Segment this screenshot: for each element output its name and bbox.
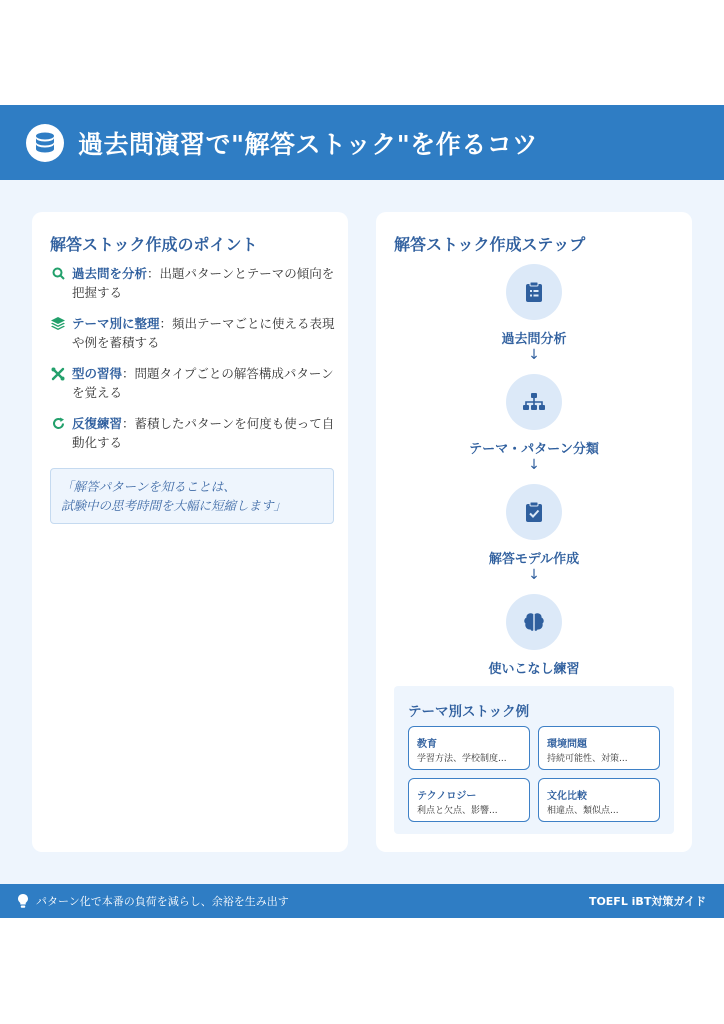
layers-icon: [50, 314, 66, 333]
point-item: [50, 414, 340, 452]
theme-example-card: [408, 778, 530, 822]
theme-examples-title: テーマ別ストック例: [408, 704, 530, 720]
theme-example-card: [538, 778, 660, 822]
point-item: [50, 314, 340, 352]
steps-card: [376, 212, 692, 852]
point-item: [50, 364, 340, 402]
theme-example-desc: 学習方法、学校制度...: [417, 754, 507, 764]
point-desc: ：蓄積したパターンを何度も使って自動化する: [72, 416, 335, 450]
theme-example-card: [408, 726, 530, 770]
footer-brand: TOEFL iBT対策ガイド: [588, 895, 706, 908]
step-arrow: ↓: [528, 347, 540, 363]
point-item: [50, 264, 340, 302]
step-arrow: ↓: [528, 457, 540, 473]
quote-box: [50, 468, 334, 524]
point-desc: ：頻出テーマごとに使える表現や例を蓄積する: [72, 316, 335, 350]
brain-icon: [506, 594, 562, 650]
theme-example-name: テクノロジー: [417, 791, 477, 802]
main-area: [0, 180, 724, 884]
step-arrow: ↓: [528, 567, 540, 583]
step-label: テーマ・パターン分類: [469, 442, 599, 457]
point-desc: ：問題タイプごとの解答構成パターンを覚える: [72, 366, 334, 400]
page-title: 過去問演習で"解答ストック"を作るコツ: [78, 129, 538, 159]
database-icon: [26, 124, 64, 162]
redo-icon: [50, 414, 66, 433]
header-banner: [0, 105, 724, 180]
point-key: 反復練習: [72, 416, 123, 431]
theme-example-desc: 利点と欠点、影響...: [417, 806, 498, 816]
footer-bar: [0, 884, 724, 918]
step-label: 過去問分析: [501, 332, 567, 347]
quote-line: 「解答パターンを知ることは、: [61, 479, 236, 494]
step-label: 使いこなし練習: [488, 662, 580, 677]
theme-example-desc: 持続可能性、対策...: [547, 754, 628, 764]
clipboard-check-icon: [506, 484, 562, 540]
point-key: 型の習得: [72, 366, 123, 381]
theme-example-name: 環境問題: [547, 739, 587, 750]
theme-example-card: [538, 726, 660, 770]
point-desc: ：出題パターンとテーマの傾向を把握する: [72, 266, 335, 300]
steps-card-title: 解答ストック作成ステップ: [394, 235, 586, 254]
lightbulb-icon: [18, 893, 30, 909]
points-card-title: 解答ストック作成のポイント: [50, 235, 258, 254]
theme-examples-panel: [394, 686, 674, 834]
point-key: テーマ別に整理: [72, 316, 160, 331]
quote-line: 試験中の思考時間を大幅に短縮します」: [61, 498, 287, 513]
search-icon: [50, 264, 66, 283]
points-card: [32, 212, 348, 852]
point-key: 過去問を分析: [72, 266, 148, 281]
sitemap-icon: [506, 374, 562, 430]
step-label: 解答モデル作成: [488, 552, 580, 567]
footer-message: パターン化で本番の負荷を減らし、余裕を生み出す: [36, 895, 289, 908]
clipboard-list-icon: [506, 264, 562, 320]
theme-example-desc: 相違点、類似点...: [547, 806, 619, 816]
points-list: [50, 264, 340, 464]
puzzle-icon: [50, 364, 66, 383]
theme-example-name: 文化比較: [547, 791, 587, 802]
theme-example-name: 教育: [417, 739, 437, 750]
